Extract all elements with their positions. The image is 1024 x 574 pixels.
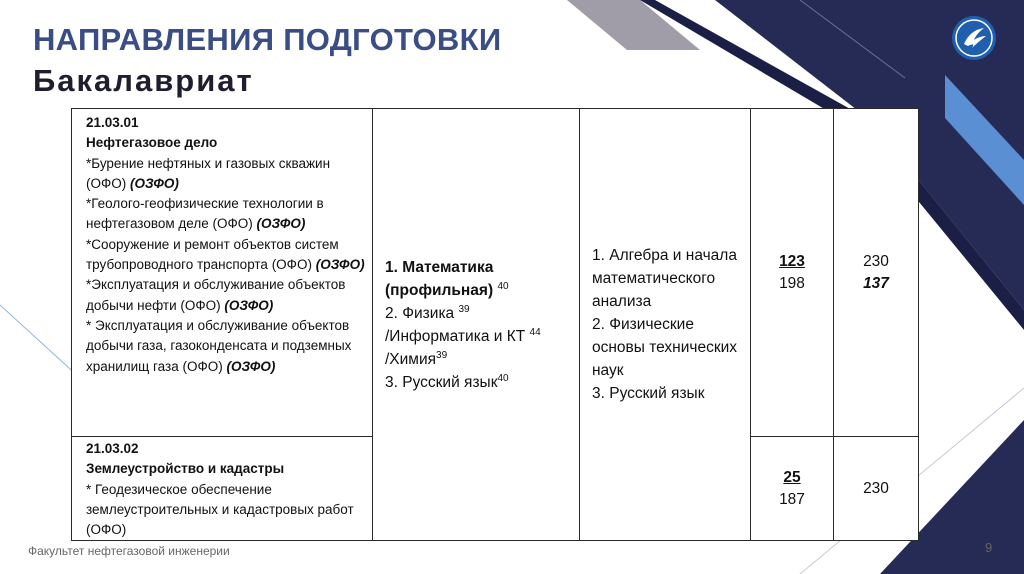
program1-code: 21.03.01 <box>86 115 139 130</box>
program2-profile-1: * Геодезическое обеспечение землеустроительных и кадастровых работ (ОФО) <box>86 481 354 538</box>
program1-name: Нефтегазовое дело <box>86 135 218 151</box>
test-1: 1. Алгебра и начала математического анализа <box>592 247 737 311</box>
program1-score1: 230 <box>863 252 889 270</box>
page-subtitle: Бакалавриат <box>33 63 254 98</box>
program1-profile-5: * Эксплуатация и обслуживание объектов добычи газа, газоконденсата и подземных хранилищ газа (ОФО) (ОЗФО) <box>86 317 352 374</box>
programs-table <box>71 108 919 541</box>
tests-cell <box>580 109 751 541</box>
program1-cell <box>72 109 373 437</box>
test-2: 2. Физические основы технических наук <box>592 316 738 380</box>
exam-4: /Химия$^{39}$ <box>385 349 448 368</box>
test-3: 3. Русский язык <box>592 385 705 403</box>
exams-cell <box>373 109 580 541</box>
program2-name: Землеустройство и кадастры <box>86 461 285 477</box>
exam-3: /Информатика и КТ $^{44}$ <box>385 326 541 345</box>
program2-code: 21.03.02 <box>86 441 139 456</box>
program2-places <box>751 437 834 541</box>
program1-profile-1: *Бурение нефтяных и газовых скважин (ОФО) (ОЗФО) <box>86 155 331 191</box>
program2-cell <box>72 437 373 541</box>
exam-5: 3. Русский язык$^{40}$ <box>385 372 509 391</box>
program1-paid: 198 <box>779 274 805 292</box>
program1-scores <box>834 109 919 437</box>
exam-2: 2. Физика $^{39}$ <box>385 303 470 322</box>
exam-1: 1. Математика (профильная) $^{40}$ <box>385 258 509 299</box>
thin-line-left <box>0 305 80 378</box>
program2-score1: 230 <box>863 479 889 497</box>
program2-scores <box>834 437 919 541</box>
program1-profile-2: *Геолого-геофизические технологии в нефтегазовом деле (ОФО) (ОЗФО) <box>86 196 324 232</box>
program1-profile-4: *Эксплуатация и обслуживание объектов добычи нефти (ОФО) (ОЗФО) <box>86 277 346 313</box>
gray-stripe <box>567 0 700 50</box>
page-title: НАПРАВЛЕНИЯ ПОДГОТОВКИ <box>33 22 502 57</box>
program1-budget: 123 <box>779 252 805 270</box>
program2-budget: 25 <box>783 468 801 486</box>
page-number: 9 <box>985 540 993 555</box>
program1-places <box>751 109 834 437</box>
footer-text: Факультет нефтегазовой инженерии <box>28 544 230 558</box>
program1-score2: 137 <box>863 274 889 292</box>
university-bird-logo <box>952 16 996 60</box>
program1-profile-3: *Сооружение и ремонт объектов систем трубопроводного транспорта (ОФО) (ОЗФО) <box>86 236 365 273</box>
program2-paid: 187 <box>779 490 805 508</box>
